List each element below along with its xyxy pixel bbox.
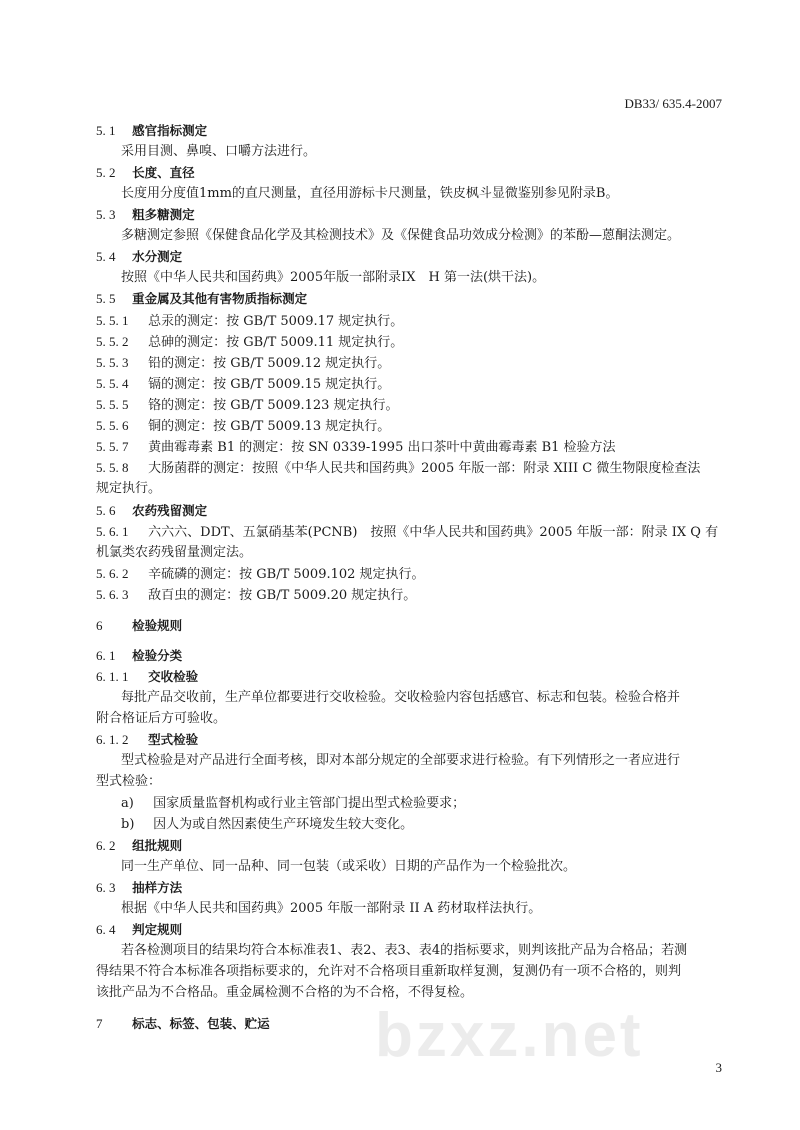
section-title: 判定规则: [132, 922, 183, 937]
section-number: 5. 5: [96, 291, 116, 306]
section-title: 交收检验: [148, 669, 199, 684]
section-title: 农药残留测定: [132, 503, 208, 518]
clause-text: 六六六、DDT、五氯硝基苯(PCNB) 按照《中华人民共和国药典》2005 年版一部：附录 IX Q 有: [148, 525, 719, 540]
list-item-text: 因人为或自然因素使生产环境发生较大变化。: [153, 817, 414, 832]
paragraph-continuation: 附合格证后方可验收。: [96, 711, 227, 726]
section-title: 水分测定: [132, 249, 183, 264]
section-number: 6. 2: [96, 838, 116, 853]
paragraph-continuation: 规定执行。: [96, 481, 162, 496]
section-heading-6-1-2: [96, 732, 736, 749]
clause-text: 铜的测定：按 GB/T 5009.13 规定执行。: [148, 419, 391, 434]
paragraph: 按照《中华人民共和国药典》2005年版一部附录IX H 第一法(烘干法)。: [121, 270, 546, 285]
section-number: 6. 1: [96, 648, 116, 663]
section-heading-5-5: [96, 291, 736, 308]
paragraph-continuation: 机氯类农药残留量测定法。: [96, 545, 253, 560]
clause-5-5-1: [96, 313, 736, 330]
list-marker: b): [121, 817, 135, 832]
section-number: 6. 1. 1: [96, 669, 129, 684]
paragraph-continuation: 型式检验：: [96, 774, 162, 789]
section-heading-5-4: [96, 249, 736, 266]
clause-5-5-2: [96, 334, 736, 351]
clause-5-5-5: [96, 397, 736, 414]
chapter-number: 6: [96, 618, 103, 633]
clause-5-6-3: [96, 587, 736, 604]
section-title: 重金属及其他有害物质指标测定: [132, 291, 308, 306]
paragraph: 同一生产单位、同一品种、同一包装（或采收）日期的产品作为一个检验批次。: [121, 859, 577, 874]
paragraph: 每批产品交收前，生产单位都要进行交收检验。交收检验内容包括感官、标志和包装。检验合格并: [121, 690, 681, 705]
chapter-title: 检验规则: [132, 618, 183, 633]
section-heading-6-1: [96, 648, 736, 665]
list-item: [121, 796, 761, 812]
section-heading-5-3: [96, 207, 736, 224]
clause-text: 辛硫磷的测定：按 GB/T 5009.102 规定执行。: [148, 567, 425, 582]
paragraph: 若各检测项目的结果均符合本标准表1、表2、表3、表4的指标要求，则判该批产品为合格品；若测: [121, 943, 688, 958]
clause-number: 5. 5. 6: [96, 418, 129, 433]
clause-text: 敌百虫的测定：按 GB/T 5009.20 规定执行。: [148, 588, 417, 603]
list-item: [121, 817, 761, 833]
clause-text: 镉的测定：按 GB/T 5009.15 规定执行。: [148, 377, 391, 392]
clause-number: 5. 5. 3: [96, 355, 129, 370]
clause-number: 5. 5. 7: [96, 439, 129, 454]
section-heading-5-1: [96, 123, 736, 140]
paragraph-continuation: 该批产品为不合格品。重金属检测不合格的为不合格，不得复检。: [96, 985, 474, 1000]
clause-number: 5. 5. 2: [96, 334, 129, 349]
section-title: 抽样方法: [132, 880, 183, 895]
paragraph-continuation: 得结果不符合本标准各项指标要求的，允许对不合格项目重新取样复测，复测仍有一项不合格的，则判: [96, 964, 682, 979]
clause-number: 5. 6. 1: [96, 524, 129, 539]
paragraph: 多糖测定参照《保健食品化学及其检测技术》及《保健食品功效成分检测》的苯酚—蒽酮法测定。: [121, 228, 681, 243]
clause-number: 5. 5. 8: [96, 460, 129, 475]
section-number: 5. 3: [96, 207, 116, 222]
clause-number: 5. 6. 2: [96, 566, 129, 581]
clause-number: 5. 5. 1: [96, 313, 129, 328]
chapter-heading-6: [96, 618, 736, 635]
paragraph: 长度用分度值1mm的直尺测量，直径用游标卡尺测量，铁皮枫斗显微鉴别参见附录B。: [121, 186, 619, 201]
section-title: 感官指标测定: [132, 123, 208, 138]
list-item-text: 国家质量监督机构或行业主管部门提出型式检验要求；: [153, 796, 466, 811]
section-heading-5-6: [96, 503, 736, 520]
section-heading-5-2: [96, 165, 736, 182]
page-number: 3: [715, 1060, 722, 1075]
clause-number: 5. 6. 3: [96, 587, 129, 602]
clause-text: 铬的测定：按 GB/T 5009.123 规定执行。: [148, 398, 399, 413]
clause-5-5-8: [96, 460, 736, 477]
section-heading-6-1-1: [96, 669, 736, 686]
paragraph: 型式检验是对产品进行全面考核，即对本部分规定的全部要求进行检验。有下列情形之一者应进行: [121, 753, 681, 768]
clause-text: 总砷的测定：按 GB/T 5009.11 规定执行。: [148, 335, 404, 350]
section-heading-6-3: [96, 880, 736, 897]
section-title: 长度、直径: [132, 165, 195, 180]
section-title: 检验分类: [132, 648, 183, 663]
clause-5-5-7: [96, 439, 736, 456]
section-title: 型式检验: [148, 732, 199, 747]
section-title: 组批规则: [132, 838, 183, 853]
clause-5-6-1: [96, 524, 736, 541]
section-heading-6-2: [96, 838, 736, 855]
paragraph: 采用目测、鼻嗅、口嚼方法进行。: [121, 144, 317, 159]
section-number: 5. 6: [96, 503, 116, 518]
chapter-title: 标志、标签、包装、贮运: [132, 1016, 270, 1031]
clause-text: 大肠菌群的测定：按照《中华人民共和国药典》2005 年版一部：附录 XIII C 微生物限度检查法: [148, 461, 701, 476]
section-number: 6. 3: [96, 880, 116, 895]
section-number: 5. 1: [96, 123, 116, 138]
section-heading-6-4: [96, 922, 736, 939]
chapter-number: 7: [96, 1016, 103, 1031]
watermark: bzxz.net: [375, 1001, 644, 1070]
clause-text: 铅的测定：按 GB/T 5009.12 规定执行。: [148, 356, 391, 371]
section-number: 5. 4: [96, 249, 116, 264]
section-number: 6. 1. 2: [96, 732, 129, 747]
section-title: 粗多糖测定: [132, 207, 195, 222]
clause-5-5-6: [96, 418, 736, 435]
section-number: 6. 4: [96, 922, 116, 937]
clause-5-6-2: [96, 566, 736, 583]
paragraph: 根据《中华人民共和国药典》2005 年版一部附录 II A 药材取样法执行。: [121, 901, 542, 916]
clause-text: 黄曲霉毒素 B1 的测定：按 SN 0339-1995 出口茶叶中黄曲霉毒素 B1 检验方法: [148, 440, 616, 455]
clause-text: 总汞的测定：按 GB/T 5009.17 规定执行。: [148, 314, 404, 329]
clause-number: 5. 5. 5: [96, 397, 129, 412]
clause-5-5-3: [96, 355, 736, 372]
section-number: 5. 2: [96, 165, 116, 180]
list-marker: a): [121, 796, 134, 811]
clause-5-5-4: [96, 376, 736, 393]
clause-number: 5. 5. 4: [96, 376, 129, 391]
standard-code: DB33/ 635.4-2007: [624, 96, 722, 111]
